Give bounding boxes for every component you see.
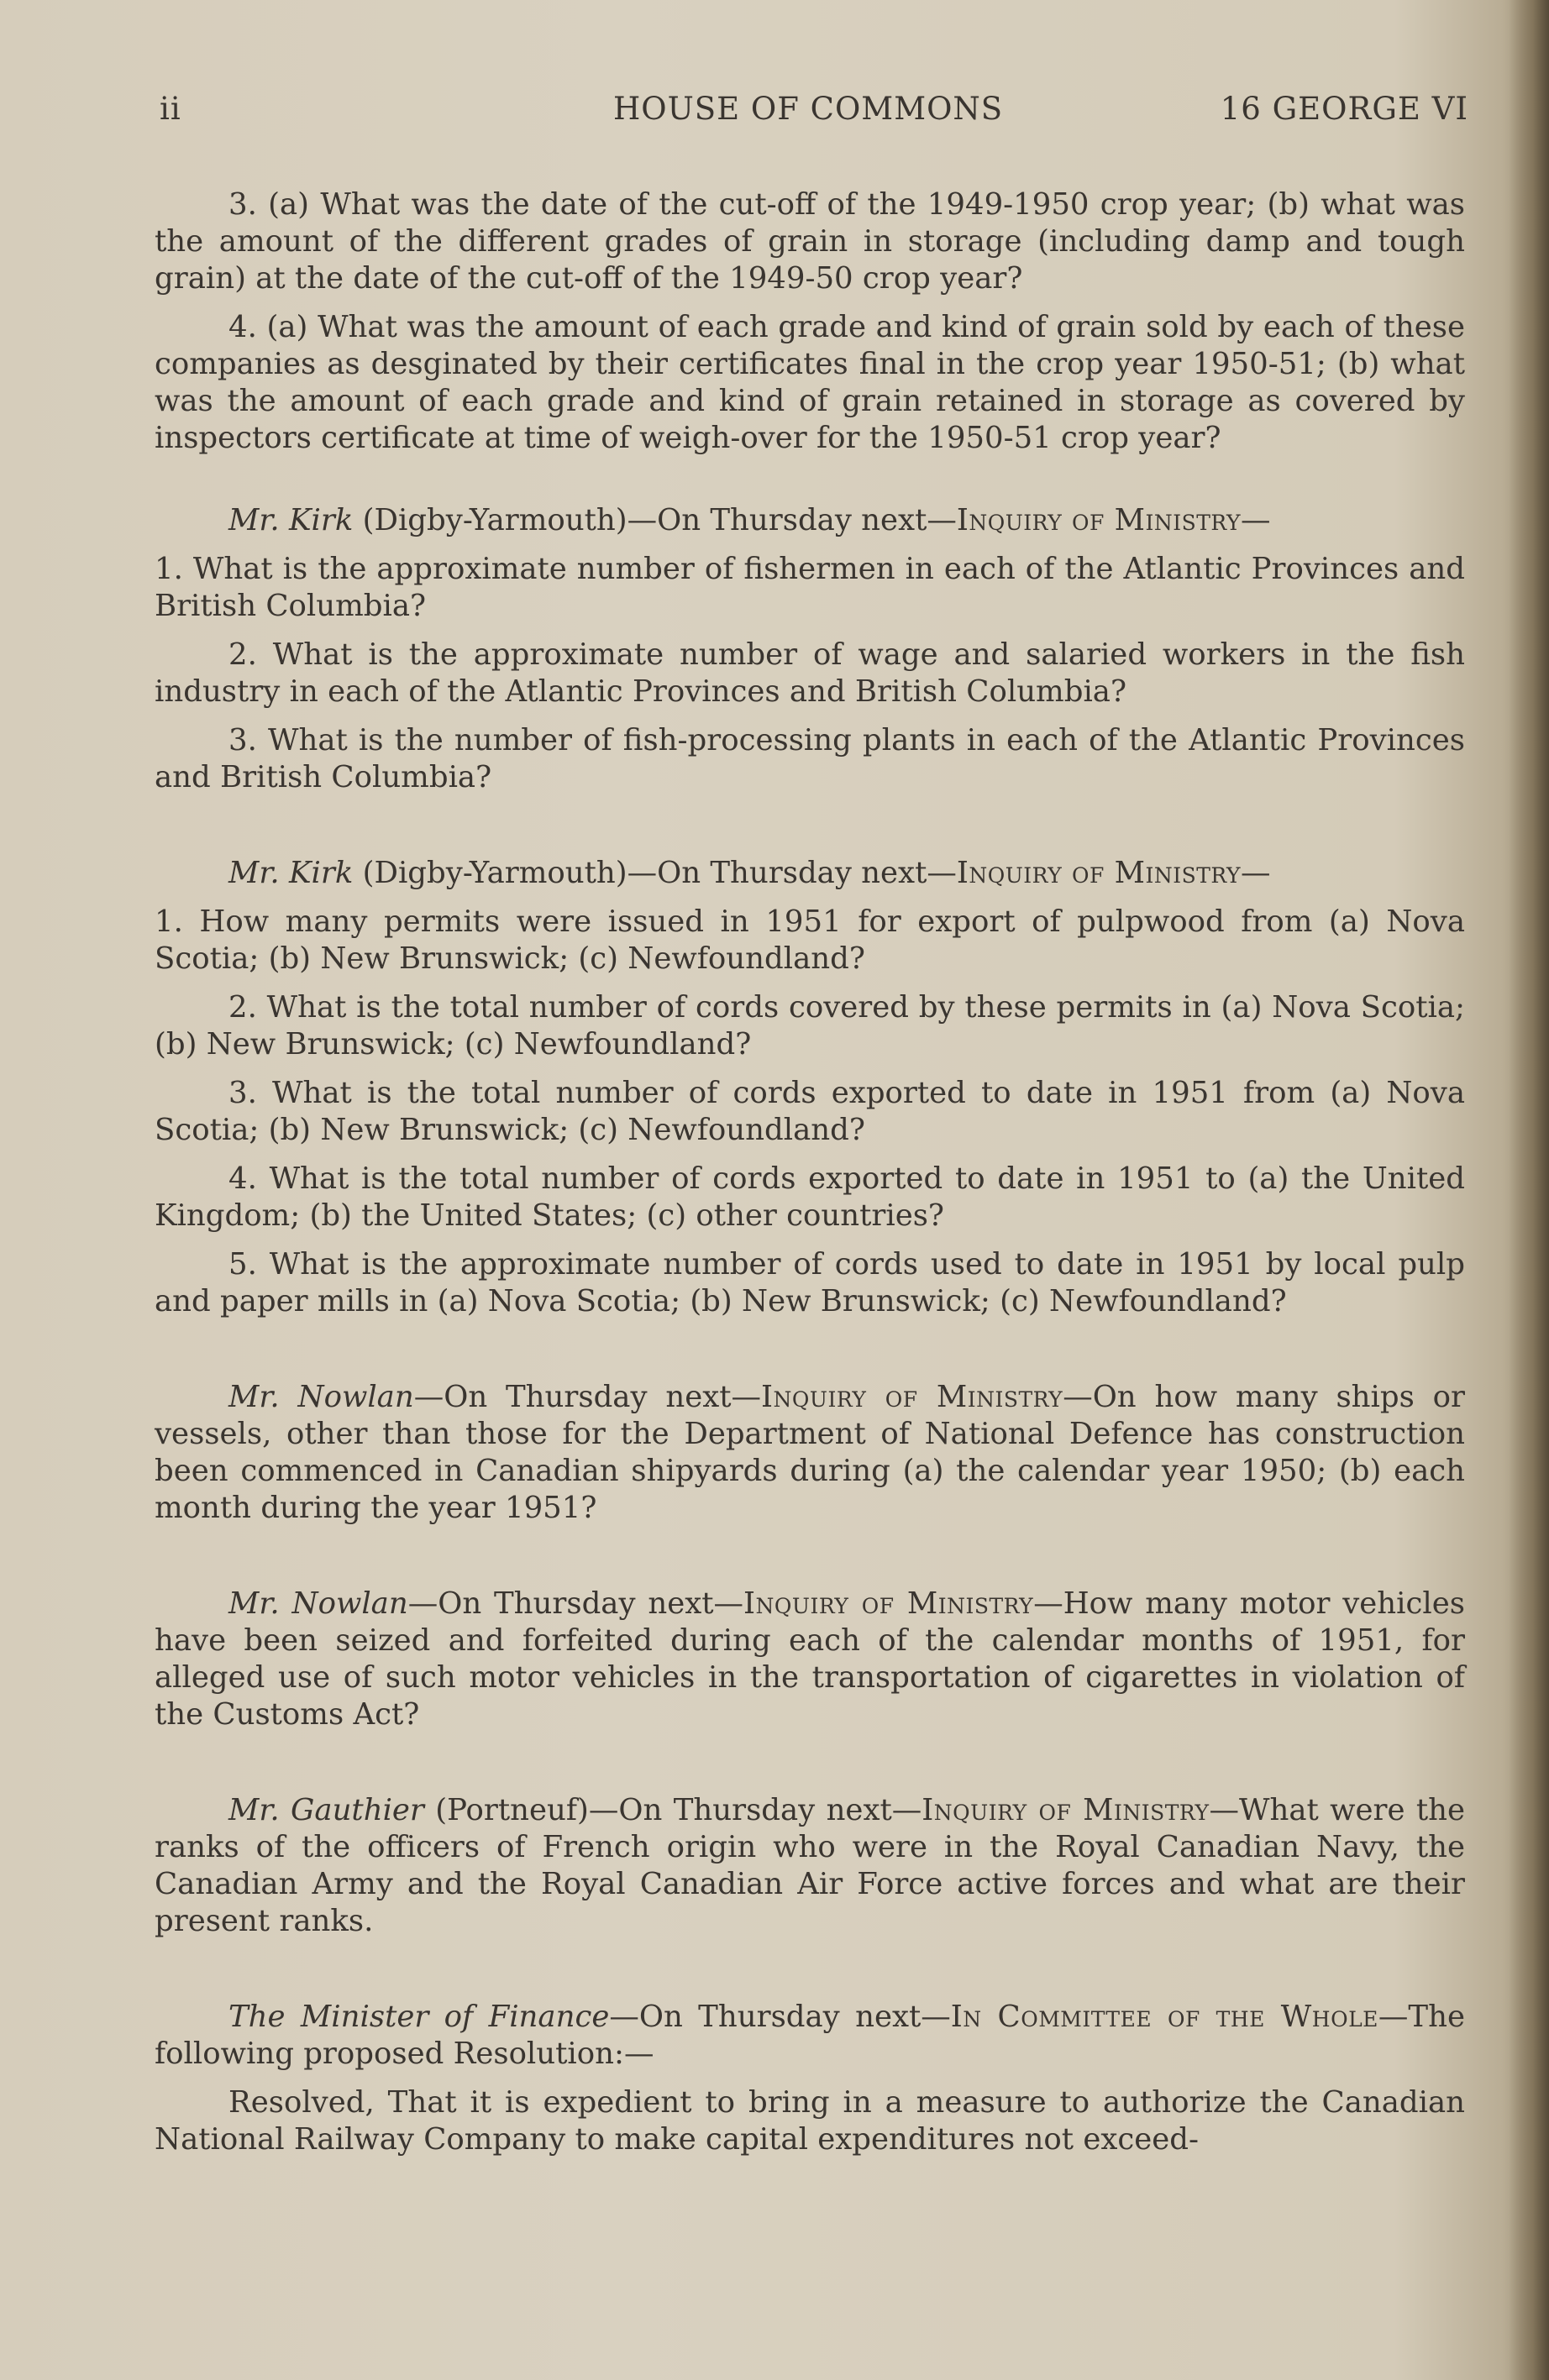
question-4: 4. (a) What was the amount of each grade and kind of grain sold by each of these companies as desginated by their certificates final in the crop year 1950-51; (b) what was the amount of each grade and kind of grain retained in storage as covered by inspectors certificate at time of weigh-over for the 1950-51 crop year? [155, 310, 1465, 455]
notice-text: —What were the ranks of the officers of French origin who were in the Royal Canadian Navy, the Canadian Army and the Royal Canadian Air Force active forces and what are their present ranks. [155, 1793, 1465, 1938]
notice-text: —The following proposed Resolution:— [155, 2000, 1465, 2071]
member-name: Mr. Gauthier [228, 1793, 424, 1827]
question-5: 5. What is the approximate number of cords used to date in 1951 by local pulp and paper mills in (a) Nova Scotia; (b) New Brunswick; (c) Newfoundland? [155, 1247, 1465, 1318]
notice-intro: —On Thursday next— [413, 1380, 761, 1414]
page-folio: ii [160, 91, 181, 127]
notice-paragraph [155, 1999, 1465, 2073]
question-1: 1. How many permits were issued in 1951 for export of pulpwood from (a) Nova Scotia; (b) New Brunswick; (c) Newfoundland? [155, 904, 1465, 976]
notice-paragraph [155, 1379, 1465, 1527]
notice-text: —On how many ships or vessels, other than those for the Department of National Defence has construction been commenced in Canadian shipyards during (a) the calendar year 1950; (b) each month during the year 1951? [155, 1380, 1465, 1525]
notice-heading [155, 502, 1465, 539]
notice-heading [155, 855, 1465, 892]
question-3: 3. What is the number of fish-processing plants in each of the Atlantic Provinces and British Columbia? [155, 723, 1465, 794]
question-1: 1. What is the approximate number of fishermen in each of the Atlantic Provinces and British Columbia? [155, 552, 1465, 623]
page-edge-shadow [1509, 0, 1549, 2380]
notice-intro: (Digby-Yarmouth)—On Thursday next— [353, 503, 957, 537]
notice-paragraph [155, 1586, 1465, 1733]
notice-type: Inquiry of Ministry [956, 503, 1241, 537]
notice-gauthier-ranks [155, 1792, 1465, 1940]
header-title: HOUSE OF COMMONS [613, 91, 1004, 127]
member-name: Mr. Nowlan [228, 1586, 408, 1621]
notice-dash: — [1241, 856, 1271, 890]
member-name: Mr. Kirk [228, 856, 354, 890]
notice-intro: (Digby-Yarmouth)—On Thursday next— [353, 856, 957, 890]
question-3: 3. (a) What was the date of the cut-off of the 1949-1950 crop year; (b) what was the amount of the different grades of grain in storage (including damp and tough grain) at the date of the cut-off of the 1949-50 crop year? [155, 187, 1465, 296]
notice-type: Inquiry of Ministry [956, 856, 1241, 890]
question-3: 3. What is the total number of cords exported to date in 1951 from (a) Nova Scotia; (b) New Brunswick; (c) Newfoundland? [155, 1076, 1465, 1147]
notice-intro: —On Thursday next— [407, 1586, 743, 1621]
notice-kirk-pulpwood [155, 855, 1465, 1320]
resolution-text: Resolved, That it is expedient to bring in a measure to authorize the Canadian National Railway Company to make capital expenditures not exceed- [155, 2085, 1465, 2157]
notice-paragraph [155, 1792, 1465, 1940]
question-2: 2. What is the total number of cords covered by these permits in (a) Nova Scotia; (b) New Brunswick; (c) Newfoundland? [155, 990, 1465, 1062]
page-header [160, 91, 1468, 133]
notice-intro: —On Thursday next— [609, 2000, 951, 2034]
notice-type: Inquiry of Ministry [922, 1793, 1210, 1827]
notice-type: Inquiry of Ministry [761, 1380, 1063, 1414]
notice-nowlan-vehicles [155, 1586, 1465, 1733]
notice-intro: (Portneuf)—On Thursday next— [423, 1793, 922, 1827]
member-name: Mr. Nowlan [228, 1380, 414, 1414]
member-name: The Minister of Finance [228, 2000, 610, 2034]
document-body [155, 186, 1465, 2170]
notice-kirk-fisheries [155, 502, 1465, 796]
member-name: Mr. Kirk [228, 503, 354, 537]
notice-text: —How many motor vehicles have been seized and forfeited during each of the calendar months of 1951, for alleged use of such motor vehicles in the transportation of cigarettes in violation of the Customs Act? [155, 1586, 1465, 1732]
notice-dash: — [1241, 503, 1271, 537]
question-2: 2. What is the approximate number of wage and salaried workers in the fish industry in each of the Atlantic Provinces and British Columbia? [155, 637, 1465, 709]
header-session: 16 GEORGE VI [1220, 91, 1468, 127]
notice-finance-resolution [155, 1999, 1465, 2158]
notice-type: In Committee of the Whole [950, 2000, 1378, 2034]
notice-type: Inquiry of Ministry [743, 1586, 1034, 1621]
notice-nowlan-ships [155, 1379, 1465, 1527]
question-4: 4. What is the total number of cords exported to date in 1951 to (a) the United Kingdom; (b) the United States; (c) other countries? [155, 1161, 1465, 1233]
